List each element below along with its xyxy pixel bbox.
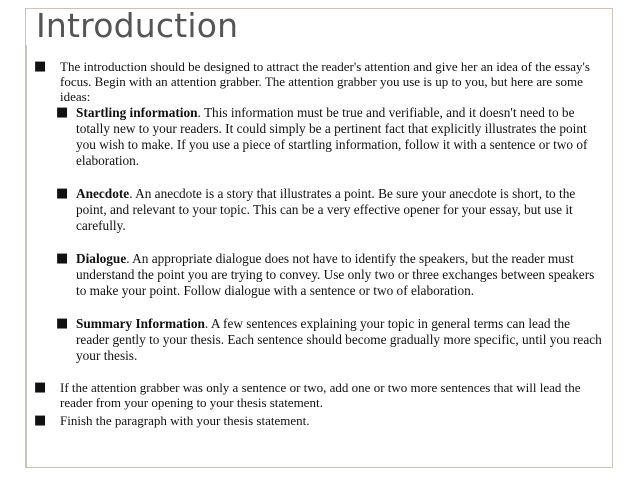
idea-term: Summary Information [76,316,205,331]
idea-summary-information [34,316,606,364]
idea-dialogue [34,251,606,299]
idea-text: . An appropriate dialogue does not have to identify the speakers, but the reader must understand the point you are trying to convey. Use only two or three exchanges between speakers to make your point. Follow dialogue with a sentence or two of elaboration. [76,251,595,298]
bullet-finish [34,413,606,428]
bullet-icon: ■ [56,251,69,266]
idea-term: Anecdote [76,186,130,201]
idea-anecdote [34,186,606,234]
idea-startling-information [34,105,606,169]
bullet-intro-text: The introduction should be designed to attract the reader's attention and give her an idea of the essay's focus. Begin with an attention grabber. The attention grabber you use is up to you, but here are some ideas: [60,59,590,104]
bullet-followup-text: If the attention grabber was only a sentence or two, add one or two more sentences that will lead the reader from your opening to your thesis statement. [60,380,581,410]
bullet-followup [34,380,606,410]
left-accent-rule [25,45,27,468]
idea-term: Dialogue [76,251,127,266]
slide-body [34,59,606,428]
attention-grabber-list [34,105,606,364]
bullet-icon: ■ [34,380,47,395]
bullet-icon: ■ [56,186,69,201]
bullet-icon: ■ [34,59,47,74]
bullet-icon: ■ [34,413,47,428]
bullet-icon: ■ [56,105,69,120]
bullet-intro [34,59,606,104]
bullet-finish-text: Finish the paragraph with your thesis statement. [60,413,310,428]
idea-text: . This information must be true and verifiable, and it doesn't need to be totally new to your readers. It could simply be a pertinent fact that explicitly illustrates the point you wish to make. If you use a piece of startling information, follow it with a sentence or two of elaboration. [76,105,588,168]
idea-term: Startling information [76,105,198,120]
slide-title: Introduction [36,6,239,45]
idea-text: . An anecdote is a story that illustrates a point. Be sure your anecdote is short, to the point, and relevant to your topic. This can be a very effective opener for your essay, but use it carefully. [76,186,576,233]
idea-text: . A few sentences explaining your topic in general terms can lead the reader gently to your thesis. Each sentence should become gradually more specific, until you reach your thesis. [76,316,602,363]
bullet-icon: ■ [56,316,69,331]
